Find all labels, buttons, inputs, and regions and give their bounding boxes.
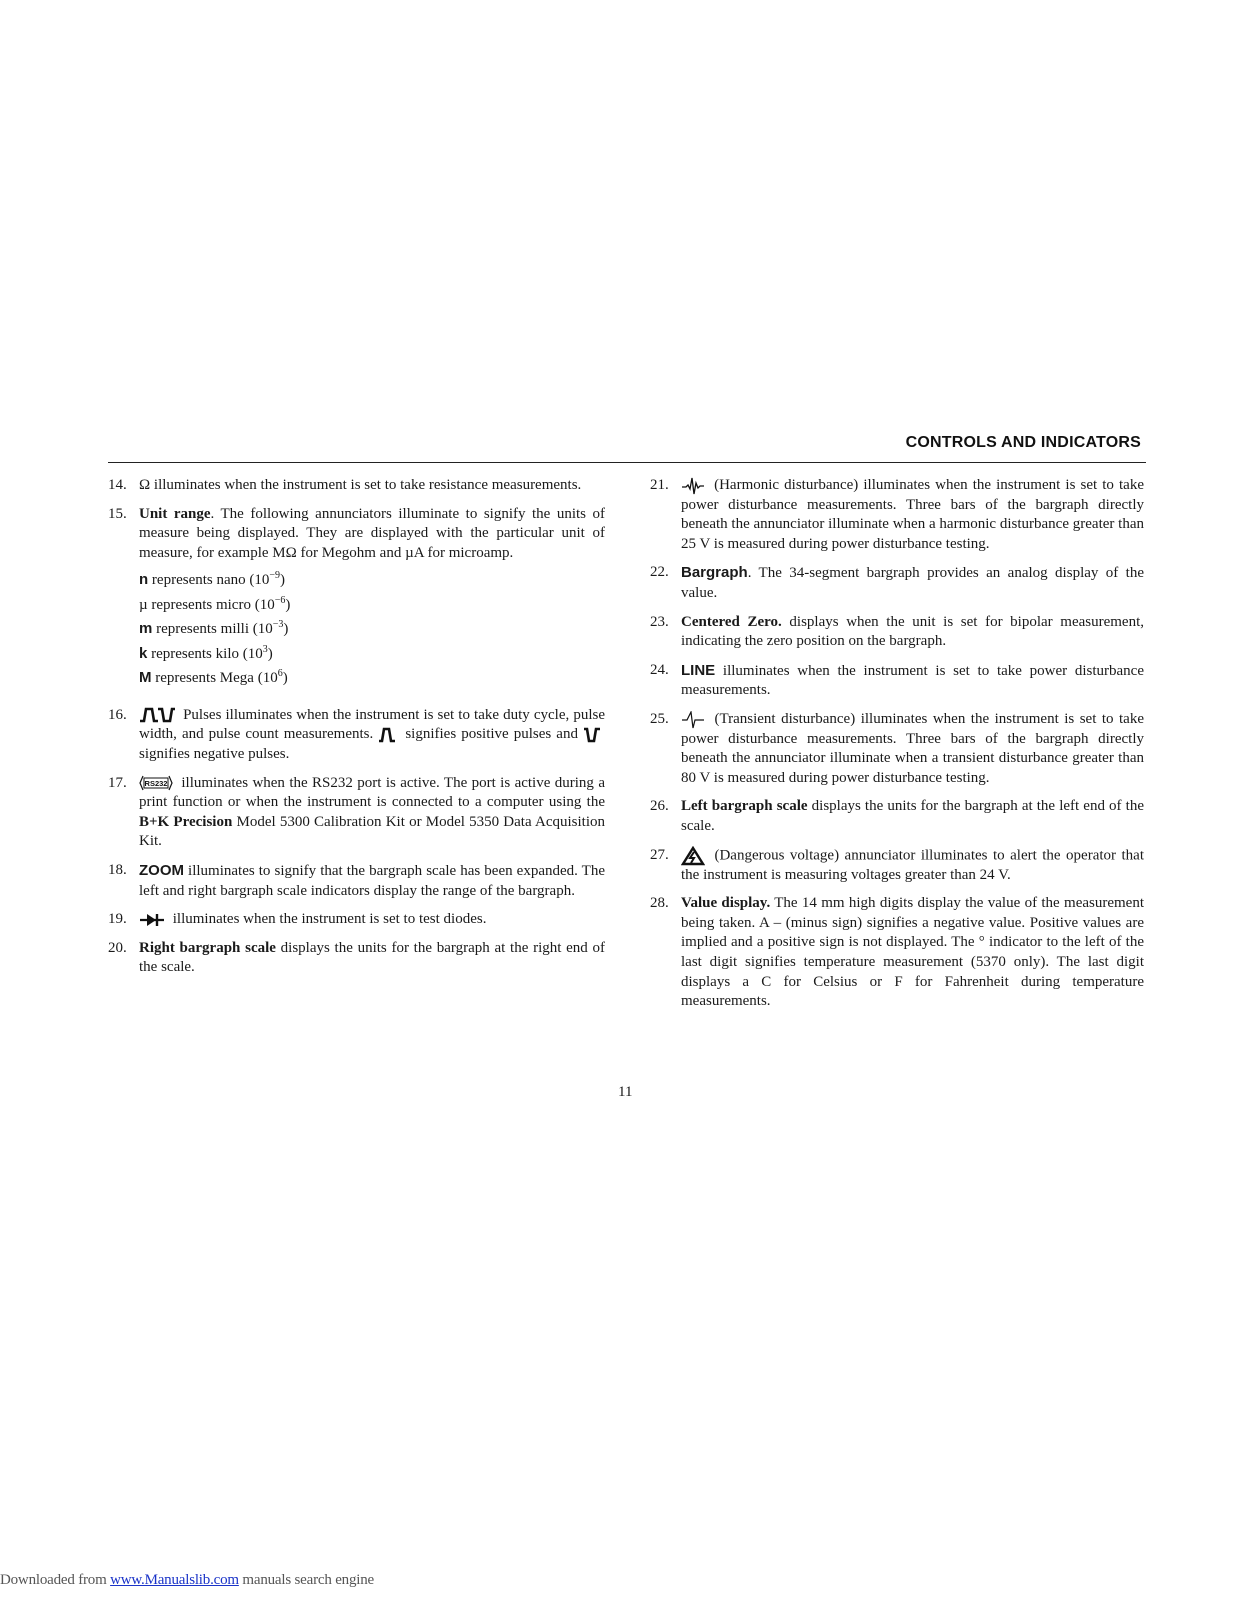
item-number: 26. [650,798,669,815]
item-number: 24. [650,661,669,678]
left-column [108,476,605,987]
list-item-15 [108,505,605,697]
item-text: (Dangerous voltage) annunciator illuminates to alert the operator that the instrument is measuring voltages greater than 24 V. [681,846,1144,883]
item-number: 18. [108,862,127,879]
page-number: 11 [618,1084,633,1100]
item-number: 19. [108,911,127,928]
rs232-icon-label: RS232 [144,779,168,789]
list-item-24 [650,661,1144,701]
unit-prefix-milli: m represents milli $(10^{-3})$ [139,619,289,638]
list-item-23 [650,613,1144,652]
item-text: Ω illuminates when the instrument is set to take resistance measurements. [139,477,582,493]
item-lead: Left bargraph scale [681,798,808,815]
list-item-14 [108,476,605,496]
footer: Downloaded from www.Manualslib.com manuals search engine [0,1572,374,1588]
item-lead: Unit range [139,505,211,522]
list-item-20 [108,939,605,978]
list-item-18 [108,861,605,901]
section-title: CONTROLS AND INDICATORS [905,434,1141,451]
item-text: Centered Zero. displays when the unit is set for bipolar measurement, indicating the zero position on the bargraph. [681,613,1145,650]
item-text: Left bargraph scale displays the units for the bargraph at the left end of the scale. [681,798,1144,834]
unit-prefix-micro: µ represents micro $(10^{-6})$ [139,594,291,613]
degree-symbol: ° [978,934,985,951]
item-number: 21. [650,477,669,493]
item-lead: B+K Precision [139,813,233,830]
item-number: 28. [650,895,669,912]
unit-prefix-kilo: k represents kilo $(10^3)$ [139,643,273,662]
rs232-icon [139,775,173,791]
item-text: Value display. The 14 mm high digits display the value of the measurement being taken. A – (minus sign) signifies a negative value. Positive values are implied and a positive sign is not displayed. The ° indicator to the left of the last digit signifies temperature measurement (5370 only). The last digit displays a C for Celsius or F for Fahrenheit during temperature measurements. [681,895,1144,1010]
item-text: Right bargraph scale displays the units for the bargraph at the right end of the scale. [139,939,605,976]
pulse-pair-icon [139,707,175,723]
list-item-28 [650,894,1144,1012]
list-item-27 [650,846,1144,886]
item-number: 23. [650,613,669,630]
positive-pulse-icon [378,727,396,743]
item-lead: Centered Zero. [681,613,782,630]
list-item-21 [650,476,1144,554]
item-number: 16. [108,706,127,723]
item-lead: LINE [681,661,716,679]
right-column [650,476,1144,1021]
item-lead: ZOOM [139,862,184,880]
transient-disturbance-icon [681,711,705,729]
item-text: (Transient disturbance) illuminates when the instrument is set to take power disturbance measurements. Three bars of the bargraph directly beneath the annunciator illuminate when a transient disturbance greater than 80 V is measured during power disturbance testing. [681,710,1144,786]
item-lead: Right bargraph scale [139,939,276,956]
header-rule [108,462,1146,463]
item-number: 22. [650,564,669,581]
list-item-25 [650,710,1144,788]
list-item-22 [650,563,1144,603]
list-item-19 [108,910,605,930]
item-text: Bargraph. The 34-segment bargraph provides an analog display of the value. [681,564,1144,601]
item-number: 15. [108,505,127,522]
list-item-17 [108,774,605,852]
item-text: Unit range. The following annunciators illuminate to signify the units of measure being displayed. They are displayed with the particular unit of measure, for example MΩ for Megohm and µA for microamp. n represents nano $(10^{-9})$ µ represents micro $(10^{-6})$ m represents milli $(10^{-3})$ k represents kilo $(10^3)$ M represents Mega $(10^6)$ [139,505,605,697]
item-number: 14. [108,477,127,493]
negative-pulse-icon [583,727,601,743]
item-lead: Bargraph [681,564,748,582]
item-text: illuminates when the instrument is set to test diodes. [139,910,605,930]
manualslib-link[interactable]: www.Manualslib.com [110,1572,239,1588]
item-number: 27. [650,846,669,863]
item-number: 25. [650,710,669,727]
unit-prefix-nano: n represents nano $(10^{-9})$ [139,570,286,589]
dangerous-voltage-icon [681,846,705,866]
item-number: 20. [108,939,127,956]
item-number: 17. [108,774,127,791]
diode-icon [139,913,165,927]
item-text: ZOOM illuminates to signify that the bargraph scale has been expanded. The left and right bargraph scale indicators display the range of the bargraph. [139,862,605,899]
list-item-16 [108,706,605,765]
item-lead: Value display. [681,895,771,912]
unit-prefix-list [139,568,605,691]
unit-prefix-mega: M represents Mega $(10^6)$ [139,668,288,687]
item-text: RS232 illuminates when the RS232 port is active. The port is active during a print function or when the instrument is connected to a computer using the B+K Precision Model 5300 Calibration Kit or Model 5350 Data Acquisition Kit. [139,774,605,850]
item-text: LINE illuminates when the instrument is set to take power disturbance measurements. [681,661,1144,699]
item-text: (Harmonic disturbance) illuminates when the instrument is set to take power disturbance measurements. Three bars of the bargraph directly beneath the annunciator illuminate when a harmonic disturbance greater than 25 V is measured during power disturbance testing. [681,477,1144,552]
list-item-26 [650,797,1144,836]
item-text: Pulses illuminates when the instrument is set to take duty cycle, pulse width, and pulse count measurements. signifies positive pulses and signifies negative pulses. [139,706,605,763]
ohm-symbol: Ω [139,477,151,493]
harmonic-disturbance-icon [681,477,705,495]
